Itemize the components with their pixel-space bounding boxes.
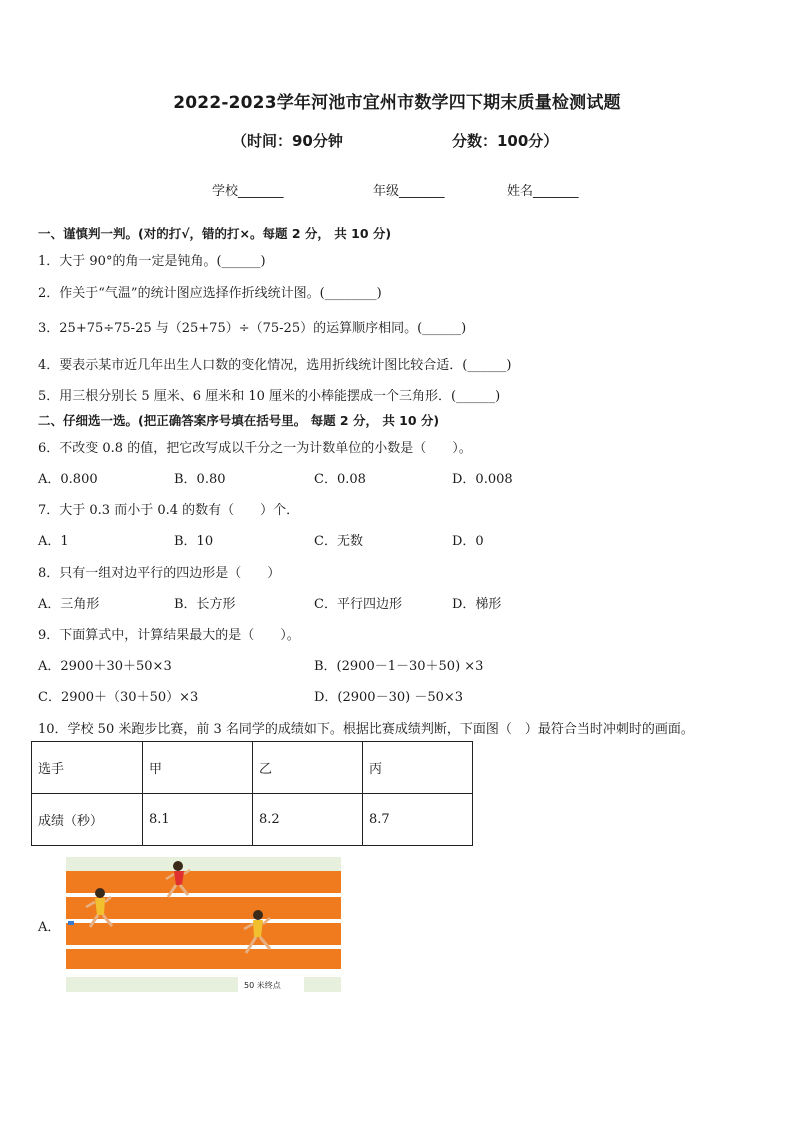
table-row bbox=[32, 742, 473, 794]
lane-line bbox=[66, 893, 341, 897]
lane-line bbox=[66, 945, 341, 949]
q9-option-d: D．(2900－30) －50×3 bbox=[314, 690, 464, 705]
q8-option-b: B．长方形 bbox=[174, 597, 236, 612]
exam-time: （时间：90分钟 bbox=[232, 132, 343, 150]
q6-option-c: C．0.08 bbox=[314, 472, 366, 487]
judge-question-2: 2．作关于“气温”的统计图应选择作折线统计图。(________) bbox=[38, 286, 382, 301]
table-cell: 8.2 bbox=[253, 794, 363, 846]
table-cell: 选手 bbox=[32, 742, 143, 794]
q8-option-d: D．梯形 bbox=[452, 597, 502, 612]
q6-option-b: B．0.80 bbox=[174, 472, 226, 487]
q8-option-a: A．三角形 bbox=[38, 597, 100, 612]
section-choice-heading: 二、仔细选一选。(把正确答案序号填在括号里。 每题 2 分， 共 10 分) bbox=[38, 413, 440, 428]
q8-option-c: C．平行四边形 bbox=[314, 597, 402, 612]
judge-question-1: 1．大于 90°的角一定是钝角。(______) bbox=[38, 254, 266, 269]
section-judge-heading: 一、谨慎判一判。(对的打√，错的打×。每题 2 分， 共 10 分) bbox=[38, 226, 392, 241]
judge-question-3: 3．25+75÷75-25 与（25+75）÷（75-25）的运算顺序相同。(______) bbox=[38, 321, 467, 336]
page-title: 2022-2023学年河池市宜州市数学四下期末质量检测试题 bbox=[173, 93, 621, 113]
judge-question-4: 4．要表示某市近几年出生人口数的变化情况，选用折线统计图比较合适．(______) bbox=[38, 358, 512, 373]
choice-question-8: 8．只有一组对边平行的四边形是（ ） bbox=[38, 566, 281, 581]
q6-option-a: A．0.800 bbox=[38, 472, 98, 487]
q7-option-d: D．0 bbox=[452, 534, 484, 549]
choice-question-7: 7．大于 0.3 而小于 0.4 的数有（ ）个． bbox=[38, 503, 300, 518]
grade-field: 年级_______ bbox=[373, 184, 445, 199]
q9-option-a: A．2900＋30＋50×3 bbox=[38, 659, 172, 674]
choice-question-9: 9．下面算式中，计算结果最大的是（ ）。 bbox=[38, 628, 300, 643]
table-cell: 8.7 bbox=[363, 794, 473, 846]
score-table bbox=[31, 741, 473, 846]
table-cell: 甲 bbox=[143, 742, 253, 794]
choice-question-10: 10．学校 50 米跑步比赛，前 3 名同学的成绩如下。根据比赛成绩判断，下面图（ ）最符合当时冲刺时的画面。 bbox=[38, 722, 694, 737]
judge-question-5: 5．用三根分别长 5 厘米、6 厘米和 10 厘米的小棒能摆成一个三角形．(______) bbox=[38, 389, 501, 404]
table-cell: 8.1 bbox=[143, 794, 253, 846]
school-field: 学校_______ bbox=[212, 184, 284, 199]
q9-option-c: C．2900＋（30＋50）×3 bbox=[38, 690, 199, 705]
table-cell: 乙 bbox=[253, 742, 363, 794]
name-field: 姓名_______ bbox=[507, 184, 579, 199]
table-cell: 丙 bbox=[363, 742, 473, 794]
q7-option-b: B．10 bbox=[174, 534, 214, 549]
choice-question-6: 6．不改变 0.8 的值，把它改写成以千分之一为计数单位的小数是（ ）。 bbox=[38, 441, 472, 456]
table-row bbox=[32, 794, 473, 846]
finish-label: 50 米终点 bbox=[244, 981, 281, 990]
race-track-image bbox=[66, 857, 341, 992]
q9-option-b: B．(2900－1－30＋50) ×3 bbox=[314, 659, 484, 674]
q10-option-a-label: A． bbox=[38, 920, 61, 935]
q6-option-d: D．0.008 bbox=[452, 472, 513, 487]
table-cell: 成绩（秒） bbox=[32, 794, 143, 846]
q7-option-c: C．无数 bbox=[314, 534, 363, 549]
finish-line bbox=[66, 969, 341, 977]
exam-score: 分数：100分） bbox=[452, 132, 559, 150]
q7-option-a: A．1 bbox=[38, 534, 69, 549]
